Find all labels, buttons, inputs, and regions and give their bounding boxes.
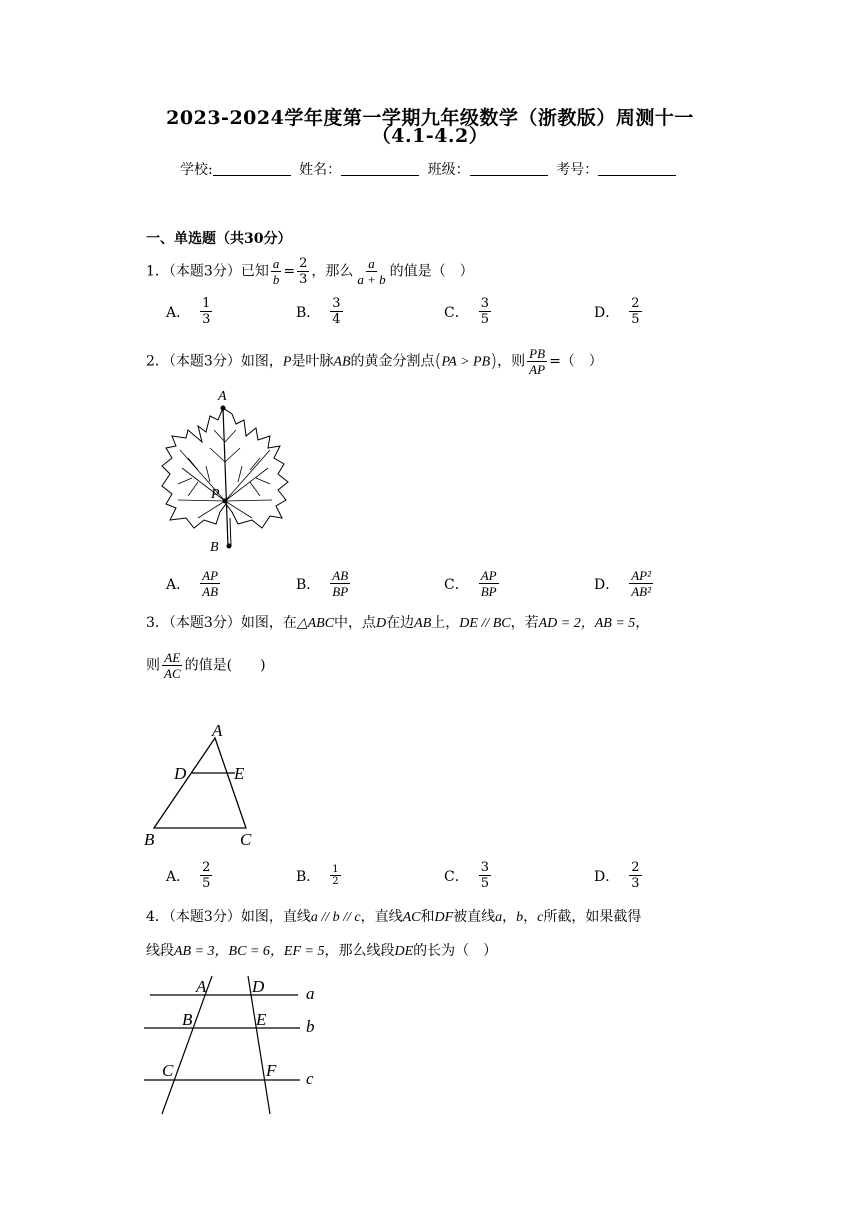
midrib: [223, 408, 228, 546]
question-text: 已知: [240, 263, 269, 280]
math-expression: AD = 2，AB = 5: [538, 616, 636, 631]
number-blank[interactable]: [598, 161, 676, 176]
question-number: 4．（本题3分）: [146, 909, 241, 925]
question-text: 如图，在: [240, 615, 297, 631]
label-d: D: [252, 977, 265, 996]
option-a[interactable]: A． $\frac{2}{5}$: [166, 860, 211, 891]
fraction: $\frac{AE}{AC}$: [164, 650, 181, 681]
question-text: 如图，直线: [240, 909, 311, 925]
option-b[interactable]: B． $\frac{3}{4}$: [296, 296, 341, 327]
question-text: ，: [635, 615, 650, 631]
line-label-b: b: [306, 1017, 315, 1036]
math-expression: a // b // c: [310, 910, 361, 925]
line-label-a: a: [306, 984, 315, 1003]
question-number: 2．（本题3分）: [146, 353, 241, 370]
school-blank[interactable]: [213, 161, 291, 176]
question-text: 的黄金分割点: [350, 353, 435, 370]
question-text: 被直线: [453, 909, 496, 925]
math-variable: AB: [333, 354, 351, 370]
question-3-line2: [146, 650, 266, 681]
question-text: 上，: [431, 615, 460, 631]
question-text: ，则: [497, 353, 526, 370]
label-p: P: [211, 487, 220, 502]
section-title: 一、单选题（共30分）: [146, 231, 292, 247]
question-text: ，若: [510, 615, 539, 631]
question-text: 则: [146, 657, 160, 674]
question-text: ，直线: [360, 909, 403, 925]
label-d: D: [174, 764, 187, 783]
option-d[interactable]: D． $\frac{\text{AP²}}{\text{AB²}}$: [594, 568, 652, 599]
option-b[interactable]: B． $\frac{AB}{BP}$: [296, 568, 349, 599]
question-text: 是叶脉: [291, 353, 334, 370]
label-a: A: [212, 721, 223, 740]
fraction: $\frac{2}{3}$: [299, 256, 308, 287]
label-b: B: [210, 540, 219, 555]
question-text: ，那么: [311, 263, 354, 280]
math-variable: D: [376, 616, 387, 631]
triangle-abc: [154, 738, 246, 828]
option-d[interactable]: D． $\frac{2}{3}$: [594, 860, 640, 891]
math-expression: PA > PB: [441, 354, 491, 370]
label-b: B: [182, 1010, 193, 1029]
label-c: C: [162, 1061, 174, 1080]
question-text: =（ ）: [549, 353, 603, 370]
math-variable: AC: [402, 910, 421, 925]
number-label: 考号：: [556, 162, 599, 178]
option-c[interactable]: C． $\frac{AP}{BP}$: [444, 568, 497, 599]
math-expression: AB = 3，BC = 6，EF = 5: [174, 944, 325, 959]
label-a: A: [196, 977, 207, 996]
name-blank[interactable]: [341, 161, 419, 176]
question-text: ，: [523, 909, 538, 925]
option-b[interactable]: B． $\frac{1}{2}$: [296, 864, 339, 887]
option-a[interactable]: A． $\frac{AP}{AB}$: [166, 568, 219, 599]
class-blank[interactable]: [470, 161, 548, 176]
transversal-ac: [162, 976, 212, 1114]
equals-sign: =: [283, 263, 296, 280]
math-variable: DF: [434, 910, 454, 925]
label-b: B: [144, 830, 155, 849]
math-variable: c: [537, 910, 544, 925]
question-text: ，: [502, 909, 517, 925]
parallel-lines-figure: [140, 972, 330, 1120]
question-number: 1．（本题3分）: [146, 263, 241, 280]
question-text: ，那么线段: [324, 943, 395, 959]
math-variable: AB: [414, 616, 432, 631]
question-4: [146, 906, 641, 929]
student-info-line: [180, 159, 680, 179]
fraction: $\frac{PB}{AP}$: [529, 346, 546, 377]
question-text: 的长为（ ）: [413, 943, 498, 959]
question-text: 所截，如果截得: [543, 909, 642, 925]
fraction: $\frac{a}{a + b}$: [357, 256, 386, 287]
transversal-df: [248, 976, 270, 1114]
question-3: [146, 612, 649, 635]
math-variable: △ABC: [296, 616, 335, 631]
school-label: 学校:: [180, 162, 213, 178]
question-text: 线段: [146, 943, 174, 959]
question-1: [146, 256, 474, 287]
fraction: $\frac{a}{b}$: [272, 256, 280, 287]
question-text: 的值是( ): [184, 657, 266, 674]
triangle-figure: [140, 720, 270, 850]
option-a[interactable]: A． $\frac{1}{3}$: [166, 296, 211, 327]
math-variable: a: [495, 910, 503, 925]
name-label: 姓名：: [299, 162, 342, 178]
label-e: E: [256, 1010, 267, 1029]
question-number: 3．（本题3分）: [146, 615, 241, 631]
question-text: 中，点: [334, 615, 377, 631]
math-expression: DE // BC: [459, 616, 511, 631]
label-c: C: [240, 830, 252, 849]
page-subtitle: （4.1-4.2）: [371, 125, 489, 147]
question-text: 和: [420, 909, 435, 925]
question-text: 在边: [386, 615, 415, 631]
label-e: E: [234, 764, 245, 783]
question-4-line2: [146, 940, 497, 963]
option-c[interactable]: C． $\frac{3}{5}$: [444, 296, 489, 327]
option-c[interactable]: C． $\frac{3}{5}$: [444, 860, 489, 891]
class-label: 班级：: [427, 162, 470, 178]
page-title: 2023-2024学年度第一学期九年级数学（浙教版）周测十一: [166, 107, 694, 129]
math-variable: DE: [394, 944, 414, 959]
label-f: F: [266, 1061, 277, 1080]
label-a: A: [218, 389, 227, 404]
option-d[interactable]: D． $\frac{2}{5}$: [594, 296, 640, 327]
math-variable: P: [282, 354, 292, 370]
maple-leaf-figure: [158, 386, 293, 558]
question-text: 如图，: [240, 353, 283, 370]
math-variable: b: [516, 910, 524, 925]
line-label-c: c: [306, 1069, 314, 1088]
question-2: 2．（本题3分）如图，P是叶脉AB的黄金分割点(PA > PB)，则 $\frac{PB}{AP}$ =（ ）: [146, 346, 603, 377]
question-text: 的值是（ ）: [389, 263, 474, 280]
